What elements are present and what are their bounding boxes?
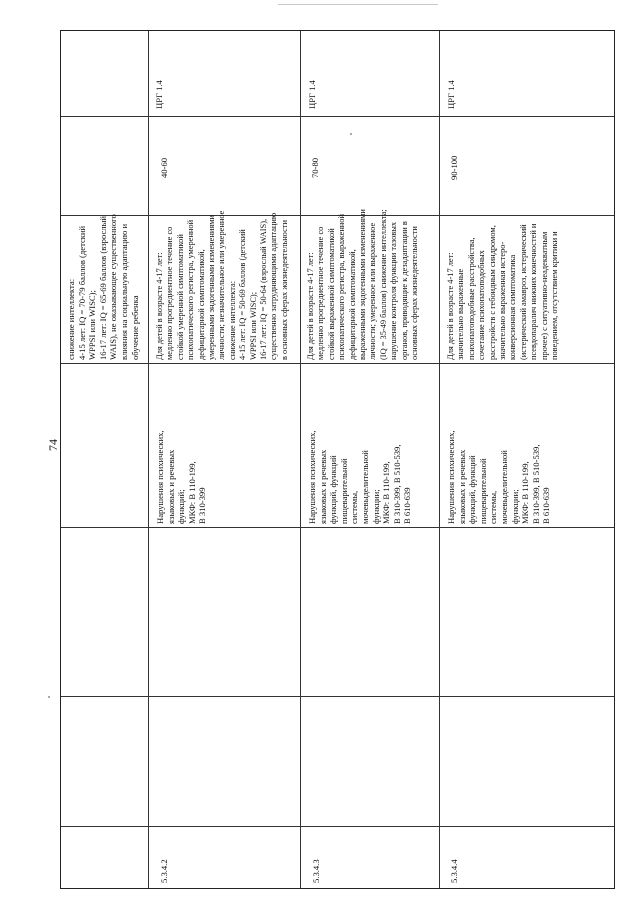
disorders-text: Нарушения психических, языковых и речевых функций; МКФ: В 110-199, В 310-399 xyxy=(155,430,208,524)
column-divider xyxy=(61,527,614,528)
column-divider xyxy=(61,696,614,697)
criteria-text: Для детей в возрасте 4-17 лет: значительно выраженные психопатоподобные расстройства, сочетание психопатоподобных расстройств с гебоидным синдромом, значительно выраженная истеро- конверсионная симптоматика (истерический амавроз, истерический псевдопаралич нижних конечностей и прочее) с ситуативно-неадекватным поведением, отсутствием критики и xyxy=(446,223,560,360)
organization-code: ЦРГ 1.4 xyxy=(307,80,317,109)
section-code: 5.3.4.4 xyxy=(449,859,459,883)
scan-artifact-dot xyxy=(48,696,50,698)
scan-artifact-line xyxy=(278,4,438,5)
row-divider xyxy=(148,31,149,888)
page-number: 74 xyxy=(46,439,60,451)
criteria-text: снижение интеллекта: 4-15 лет: IQ = 70-79 баллов (детский WPPSI или WISC); 16-17 лет: IQ = 65-69 баллов (взрослый WAIS), не оказывающее существенного влияния на социальную адаптацию и обучение ребенка xyxy=(66,214,140,360)
criteria-text: Для детей в возрасте 4-17 лет: медленно прогредиентное течение со стойкой умеренной симптоматикой психопатического регистра, умеренной дефицитарной симптоматикой, умеренными эндогенными изменениями личности; незначительное или умеренное снижение интеллекта: 4-15 лет: IQ = 50-69 баллов (детский WPPSI или WISC); 16-17 лет: IQ = 50-64 (взрослый WAIS), существенно затрудняющими адаптацию в основных сферах жизнедеятельности xyxy=(155,210,289,360)
column-divider xyxy=(61,826,614,827)
organization-code: ЦРГ 1.4 xyxy=(446,80,456,109)
percent-range: 90-100 xyxy=(449,155,459,180)
criteria-text: Для детей в возрасте 4-17 лет: медленно прогредиентное течение со стойкой выраженной симптоматикой психопатического регистра, выраженной дефицитарной симптоматикой, выраженными эндогенными изменениями личности; умеренное или выраженное (IQ = 35-49 баллов) снижение интеллекта; нарушение контроля функции тазовых органов, приводящие к дезадаптации в основных сферах жизнедеятельности xyxy=(306,209,420,360)
disorders-text: Нарушения психических, языковых и речевых функций, функций пищеварительной системы, мочевыделительной функции; МКФ: В 110-199, В 310-399, В 510-539, В 610-639 xyxy=(307,430,413,524)
section-code: 5.3.4.3 xyxy=(311,859,321,883)
section-code: 5.3.4.2 xyxy=(159,859,169,883)
percent-range: 40-60 xyxy=(159,157,169,178)
percent-range: 70-80 xyxy=(310,157,320,178)
row-divider xyxy=(439,31,440,888)
disorders-text: Нарушения психических, языковых и речевых функций, функций пищеварительной системы, мочевыделительной функции; МКФ: В 110-199, В 310-399, В 510-539, В 610-639 xyxy=(446,430,552,524)
column-divider xyxy=(61,116,614,117)
organization-code: ЦРГ 1.4 xyxy=(154,80,164,109)
column-divider xyxy=(61,363,614,364)
row-divider xyxy=(300,31,301,888)
disability-criteria-table xyxy=(60,30,615,889)
